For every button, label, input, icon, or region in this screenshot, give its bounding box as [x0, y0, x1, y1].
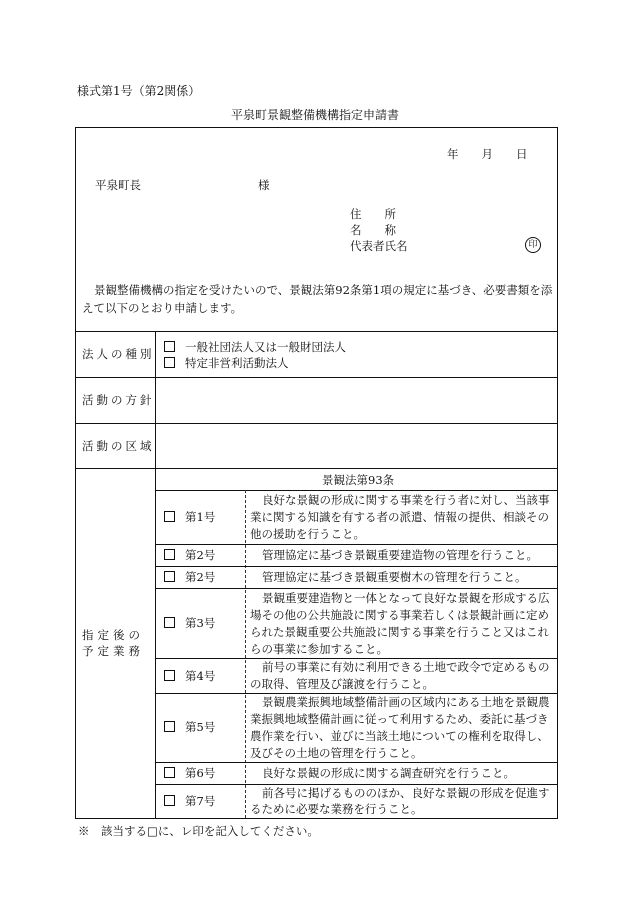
item-4-number[interactable]: 第4号	[164, 668, 215, 684]
checkbox[interactable]	[164, 571, 175, 582]
area-label: 活動の区域	[82, 439, 155, 453]
checkbox[interactable]	[164, 767, 175, 778]
date-line[interactable]: 年 月 日	[447, 147, 528, 161]
law-header: 景観法第93条	[322, 473, 395, 487]
footer-note: ※ 該当する□に、レ印を記入してください。	[78, 824, 319, 838]
item-1-number[interactable]: 第1号	[164, 509, 215, 525]
representative-label: 代表者氏名	[350, 239, 408, 253]
divider	[156, 490, 557, 491]
checkbox[interactable]	[164, 511, 175, 522]
item-5-text: 景観農業振興地域整備計画の区域内にある土地を景観農業振興地域整備計画に従って利用するため、委託に基づき農作業を行い、並びに当該土地についての権利を取得し、及びその土地の管理を行うこと。	[250, 695, 550, 760]
item-4-text: 前号の事業に有効に利用できる土地で政令で定めるものの取得、管理及び譲渡を行うこと。	[250, 660, 550, 691]
divider	[76, 331, 557, 332]
planned-label-line1: 指定後の	[82, 628, 144, 642]
label-column-divider	[155, 331, 156, 818]
item-7-number[interactable]: 第7号	[164, 793, 215, 809]
corp-type-label: 法人の種別	[82, 347, 155, 361]
divider	[156, 544, 557, 545]
addressee: 平泉町長	[95, 178, 141, 192]
item-2b-number[interactable]: 第2号	[164, 569, 215, 585]
item-column-divider	[245, 490, 246, 818]
checkbox[interactable]	[164, 357, 175, 368]
corp-option-1[interactable]: 一般社団法人又は一般財団法人	[164, 339, 346, 355]
planned-label-line2: 予定業務	[82, 644, 144, 658]
item-2b-text: 管理協定に基づき景観重要樹木の管理を行うこと。	[262, 570, 527, 584]
divider	[76, 423, 557, 424]
divider	[156, 588, 557, 589]
divider	[76, 468, 557, 469]
honorific: 様	[258, 178, 270, 192]
item-5-number[interactable]: 第5号	[164, 719, 215, 735]
item-2-text: 管理協定に基づき景観重要建造物の管理を行うこと。	[262, 548, 538, 562]
policy-label: 活動の方針	[82, 393, 155, 407]
checkbox[interactable]	[164, 721, 175, 732]
item-3-text: 景観重要建造物と一体となって良好な景観を形成する広場その他の公共施設に関する事業若しくは景観計画に定められた景観重要公共施設に関する事業を行うこと又はこれらの事業に参加すること。	[250, 591, 550, 656]
address-label: 住 所	[350, 207, 396, 221]
item-6-number[interactable]: 第6号	[164, 765, 215, 781]
item-6-text: 良好な景観の形成に関する調査研究を行うこと。	[262, 766, 515, 780]
checkbox[interactable]	[164, 670, 175, 681]
intro-paragraph: 景観整備機構の指定を受けたいので、景観法第92条第1項の規定に基づき、必要書類を添えて以下のとおり申請します。	[82, 283, 553, 315]
item-3-number[interactable]: 第3号	[164, 615, 215, 631]
form-number: 様式第1号（第2関係）	[77, 84, 201, 98]
checkbox[interactable]	[164, 549, 175, 560]
checkbox[interactable]	[164, 341, 175, 352]
checkbox[interactable]	[164, 617, 175, 628]
item-1-text: 良好な景観の形成に関する事業を行う者に対し、当該事業に関する知識を有する者の派遣、情報の提供、相談その他の援助を行うこと。	[250, 493, 550, 541]
item-2-number[interactable]: 第2号	[164, 547, 215, 563]
seal-mark: 印	[525, 237, 541, 253]
item-7-text: 前各号に掲げるもののほか、良好な景観の形成を促進するために必要な業務を行うこと。	[250, 786, 550, 816]
checkbox[interactable]	[164, 795, 175, 806]
divider	[76, 377, 557, 378]
divider	[156, 762, 557, 763]
name-label: 名 称	[350, 223, 396, 237]
divider	[156, 566, 557, 567]
corp-option-2[interactable]: 特定非営利活動法人	[164, 355, 289, 371]
document-title: 平泉町景観整備機構指定申請書	[230, 108, 399, 122]
